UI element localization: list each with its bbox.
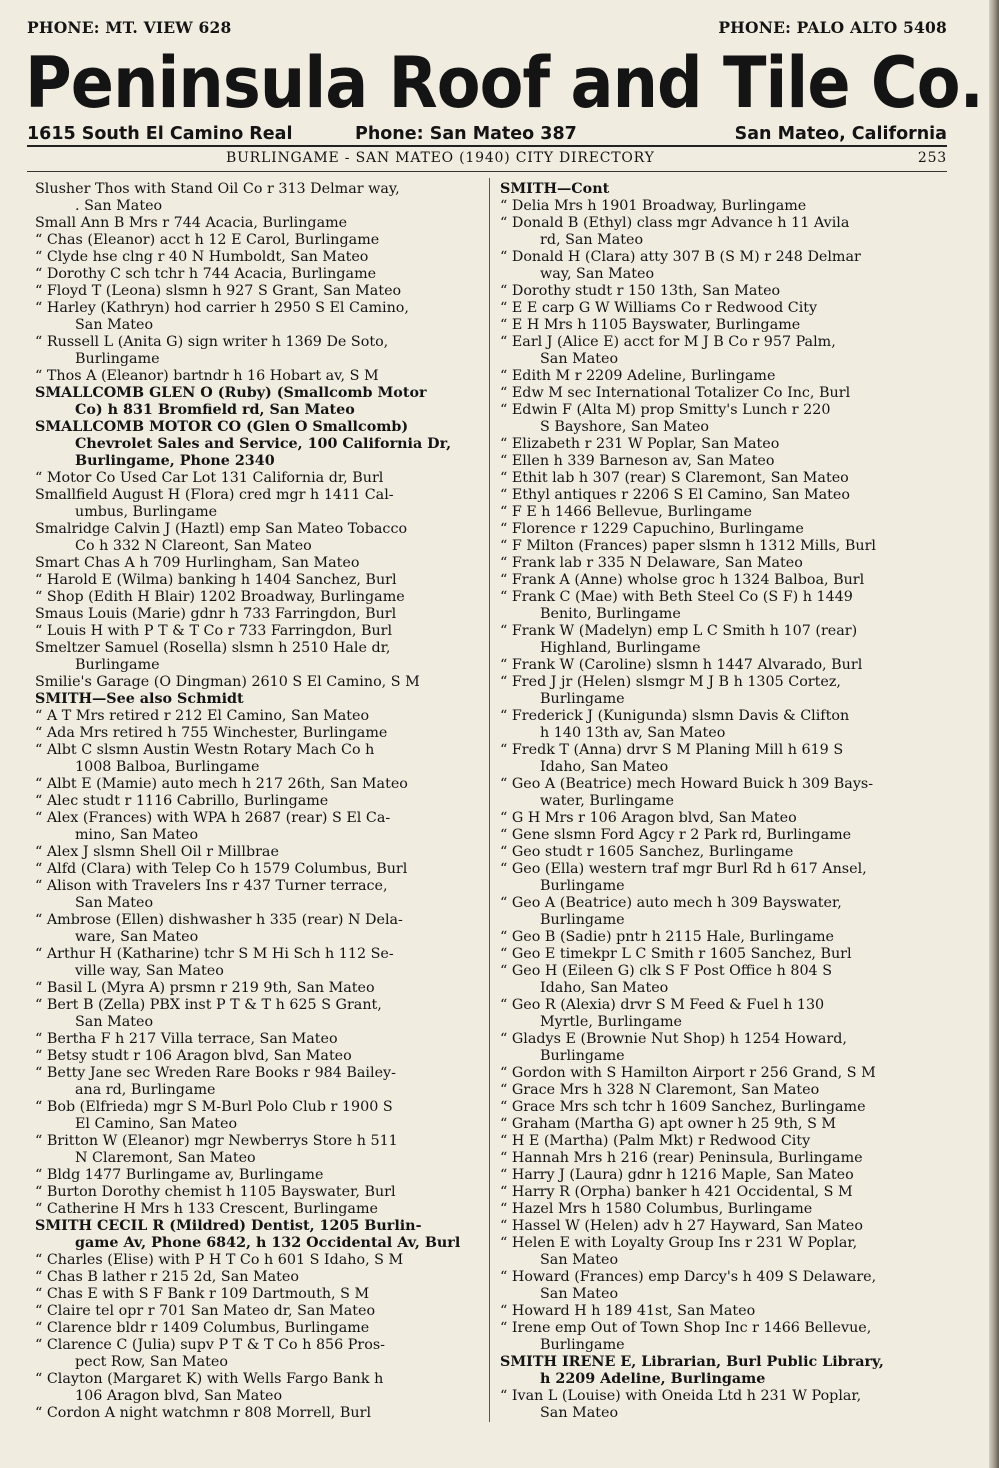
entry-text: Smilie's Garage (O Dingman) 2610 S El Camino, S M: [35, 674, 420, 690]
entry-text: “ Grace Mrs sch tchr h 1609 Sanchez, Burlingame: [500, 1099, 866, 1115]
directory-entry: [35, 997, 485, 1031]
entry-text: “ E H Mrs h 1105 Bayswater, Burlingame: [500, 317, 801, 333]
entry-continuation: S Bayshore, San Mateo: [540, 419, 710, 435]
entry-text: “ Betsy studt r 106 Aragon blvd, San Mateo: [35, 1048, 352, 1064]
directory-entry: [500, 1099, 950, 1116]
running-head: [27, 150, 947, 170]
directory-entry: [35, 640, 485, 674]
entry-text: “ Helen E with Loyalty Group Ins r 231 W Poplar,: [500, 1235, 858, 1251]
entry-text: “ Clarence bldr r 1409 Columbus, Burlingame: [35, 1320, 370, 1336]
entry-text: “ Alfd (Clara) with Telep Co h 1579 Columbus, Burl: [35, 861, 408, 877]
directory-entry: [500, 300, 950, 317]
advertisement-header: [25, 18, 983, 152]
entry-text: “ Floyd T (Leona) slsmn h 927 S Grant, San Mateo: [35, 283, 402, 299]
directory-entry: [500, 1150, 950, 1167]
directory-entry: [35, 1405, 485, 1422]
directory-entry: [500, 1235, 950, 1269]
entry-continuation: Benito, Burlingame: [540, 606, 681, 622]
ad-phone: Phone: San Mateo 387: [355, 124, 577, 144]
directory-entry: [35, 283, 485, 300]
directory-entry: [500, 946, 950, 963]
entry-text: SMITH—See also Schmidt: [35, 691, 244, 707]
entry-continuation: 106 Aragon blvd, San Mateo: [75, 1388, 283, 1404]
entry-text: “ Dorothy C sch tchr h 744 Acacia, Burlingame: [35, 266, 377, 282]
entry-text: “ A T Mrs retired r 212 El Camino, San Mateo: [35, 708, 370, 724]
directory-entry: [500, 827, 950, 844]
directory-entry: [35, 844, 485, 861]
entry-text: “ Dorothy studt r 150 13th, San Mateo: [500, 283, 781, 299]
directory-entry: [500, 861, 950, 895]
entry-continuation: Burlingame: [75, 351, 160, 367]
directory-entry: [500, 895, 950, 929]
directory-entry: [35, 1065, 485, 1099]
entry-text: “ Hazel Mrs h 1580 Columbus, Burlingame: [500, 1201, 813, 1217]
entry-continuation: San Mateo: [75, 317, 154, 333]
entry-text: “ Harry J (Laura) gdnr h 1216 Maple, San Mateo: [500, 1167, 854, 1183]
entry-text: SMALLCOMB GLEN O (Ruby) (Smallcomb Motor: [35, 385, 427, 401]
entry-text: “ Earl J (Alice E) acct for M J B Co r 957 Palm,: [500, 334, 836, 350]
directory-entry: [500, 776, 950, 810]
entry-text: “ Alison with Travelers Ins r 437 Turner terrace,: [35, 878, 388, 894]
entry-text: “ Claire tel opr r 701 San Mateo dr, San Mateo: [35, 1303, 376, 1319]
entry-text: “ Chas B lather r 215 2d, San Mateo: [35, 1269, 299, 1285]
entry-text: “ Edith M r 2209 Adeline, Burlingame: [500, 368, 776, 384]
entry-text: “ E E carp G W Williams Co r Redwood City: [500, 300, 818, 316]
entry-text: “ Ellen h 339 Barneson av, San Mateo: [500, 453, 775, 469]
directory-entry: [35, 385, 485, 419]
entry-text: “ Frank C (Mae) with Beth Steel Co (S F) h 1449: [500, 589, 853, 605]
entry-text: “ Delia Mrs h 1901 Broadway, Burlingame: [500, 198, 807, 214]
entry-text: “ Harold E (Wilma) banking h 1404 Sanchez, Burl: [35, 572, 397, 588]
directory-entry: [500, 1388, 950, 1422]
directory-entry: [500, 674, 950, 708]
header-rule: [27, 145, 947, 147]
entry-text: “ Ada Mrs retired h 755 Winchester, Burlingame: [35, 725, 388, 741]
directory-entry: [500, 1320, 950, 1354]
entry-text: “ Graham (Martha G) apt owner h 25 9th, S M: [500, 1116, 837, 1132]
entry-continuation: Burlingame: [540, 1048, 625, 1064]
entry-text: “ Frank W (Madelyn) emp L C Smith h 107 (rear): [500, 623, 858, 639]
entry-text: Smalridge Calvin J (Haztl) emp San Mateo Tobacco: [35, 521, 408, 537]
ad-phone-right: PHONE: PALO ALTO 5408: [718, 18, 947, 37]
entry-continuation: Burlingame: [540, 878, 625, 894]
page-number: 253: [917, 150, 947, 166]
entry-continuation: ware, San Mateo: [75, 929, 199, 945]
entry-text: “ Geo (Ella) western traf mgr Burl Rd h 617 Ansel,: [500, 861, 867, 877]
entry-text: “ Hannah Mrs h 216 (rear) Peninsula, Burlingame: [500, 1150, 863, 1166]
directory-entry: [35, 419, 485, 470]
entry-text: “ Harry R (Orpha) banker h 421 Occidental, S M: [500, 1184, 853, 1200]
directory-entry: [35, 1218, 485, 1252]
entry-continuation: San Mateo: [540, 1286, 619, 1302]
directory-entry: [35, 946, 485, 980]
directory-entry: [35, 487, 485, 521]
directory-entry: [35, 470, 485, 487]
entry-text: “ Ethit lab h 307 (rear) S Claremont, San Mateo: [500, 470, 849, 486]
entry-text: “ Geo R (Alexia) drvr S M Feed & Fuel h 130: [500, 997, 825, 1013]
directory-entry: [35, 1201, 485, 1218]
entry-continuation: game Av, Phone 6842, h 132 Occidental Av, Burl: [75, 1235, 461, 1251]
directory-entry: [500, 470, 950, 487]
directory-entry: [35, 674, 485, 691]
entry-text: SMITH IRENE E, Librarian, Burl Public Library,: [500, 1354, 884, 1370]
entry-continuation: Myrtle, Burlingame: [540, 1014, 683, 1030]
entry-continuation: Burlingame, Phone 2340: [75, 453, 275, 469]
directory-entry: [35, 572, 485, 589]
entry-text: “ Cordon A night watchmn r 808 Morrell, Burl: [35, 1405, 372, 1421]
entry-text: “ Clarence C (Julia) supv P T & T Co h 856 Pros-: [35, 1337, 386, 1353]
entry-text: Smeltzer Samuel (Rosella) slsmn h 2510 Hale dr,: [35, 640, 391, 656]
directory-entry: [500, 1031, 950, 1065]
entry-continuation: ville way, San Mateo: [75, 963, 224, 979]
entry-text: “ Bob (Elfrieda) mgr S M-Burl Polo Club r 1900 S: [35, 1099, 393, 1115]
entry-text: “ Frank A (Anne) wholse groc h 1324 Balboa, Burl: [500, 572, 865, 588]
directory-entry: [35, 521, 485, 555]
entry-text: “ Gordon with S Hamilton Airport r 256 Grand, S M: [500, 1065, 876, 1081]
directory-entry: [35, 1286, 485, 1303]
directory-entry: [35, 181, 485, 215]
entry-text: “ Edw M sec International Totalizer Co Inc, Burl: [500, 385, 851, 401]
entry-text: “ Hassel W (Helen) adv h 27 Hayward, San Mateo: [500, 1218, 863, 1234]
entry-text: “ Louis H with P T & T Co r 733 Farringdon, Burl: [35, 623, 393, 639]
entry-text: “ Fred J jr (Helen) slsmgr M J B h 1305 Cortez,: [500, 674, 841, 690]
directory-entry: [500, 1082, 950, 1099]
entry-text: “ Irene emp Out of Town Shop Inc r 1466 Bellevue,: [500, 1320, 872, 1336]
entry-text: “ Basil L (Myra A) prsmn r 219 9th, San Mateo: [35, 980, 375, 996]
directory-entry: [500, 487, 950, 504]
entry-text: “ Geo A (Beatrice) mech Howard Buick h 309 Bays-: [500, 776, 874, 792]
directory-entry: [500, 181, 950, 198]
entry-text: “ Bertha F h 217 Villa terrace, San Mateo: [35, 1031, 338, 1047]
entry-text: Slusher Thos with Stand Oil Co r 313 Delmar way,: [35, 181, 400, 197]
entry-text: “ Burton Dorothy chemist h 1105 Bayswater, Burl: [35, 1184, 396, 1200]
entry-text: Smaus Louis (Marie) gdnr h 733 Farringdon, Burl: [35, 606, 397, 622]
entry-text: “ Alec studt r 1116 Cabrillo, Burlingame: [35, 793, 329, 809]
entry-continuation: San Mateo: [540, 1252, 619, 1268]
directory-entry: [35, 742, 485, 776]
entry-text: “ Albt E (Mamie) auto mech h 217 26th, San Mateo: [35, 776, 408, 792]
entry-text: “ Bert B (Zella) PBX inst P T & T h 625 S Grant,: [35, 997, 382, 1013]
entry-continuation: water, Burlingame: [540, 793, 674, 809]
directory-entry: [35, 725, 485, 742]
directory-entry: [35, 776, 485, 793]
ad-address: 1615 South El Camino Real: [27, 124, 293, 144]
directory-title: BURLINGAME - SAN MATEO (1940) CITY DIRECTORY: [226, 150, 655, 166]
directory-entry: [500, 504, 950, 521]
entry-continuation: Burlingame: [540, 691, 625, 707]
entry-continuation: Burlingame: [540, 1337, 625, 1353]
entry-text: “ Frank lab r 335 N Delaware, San Mateo: [500, 555, 803, 571]
entry-text: “ H E (Martha) (Palm Mkt) r Redwood City: [500, 1133, 811, 1149]
directory-entry: [500, 521, 950, 538]
directory-entry: [35, 1303, 485, 1320]
directory-entry: [35, 1269, 485, 1286]
directory-entry: [35, 878, 485, 912]
directory-entry: [35, 1337, 485, 1371]
ad-city: San Mateo, California: [734, 124, 947, 144]
entry-text: “ Geo E timekpr L C Smith r 1605 Sanchez, Burl: [500, 946, 852, 962]
directory-entry: [500, 555, 950, 572]
entry-text: SMITH CECIL R (Mildred) Dentist, 1205 Burlin-: [35, 1218, 422, 1234]
entry-text: “ Howard H h 189 41st, San Mateo: [500, 1303, 756, 1319]
entry-continuation: rd, San Mateo: [540, 232, 644, 248]
entry-text: “ Harley (Kathryn) hod carrier h 2950 S El Camino,: [35, 300, 409, 316]
ad-phones-row: [27, 18, 947, 42]
entry-continuation: h 2209 Adeline, Burlingame: [540, 1371, 766, 1387]
entry-continuation: Co h 332 N Clareont, San Mateo: [75, 538, 312, 554]
directory-entry: [35, 1184, 485, 1201]
entry-continuation: pect Row, San Mateo: [75, 1354, 228, 1370]
directory-entry: [500, 1167, 950, 1184]
entry-continuation: Burlingame: [75, 657, 160, 673]
entry-continuation: h 140 13th av, San Mateo: [540, 725, 726, 741]
directory-entry: [500, 215, 950, 249]
directory-entry: [35, 368, 485, 385]
directory-entry: [35, 1099, 485, 1133]
directory-entry: [35, 589, 485, 606]
directory-entry: [500, 589, 950, 623]
entry-continuation: way, San Mateo: [540, 266, 655, 282]
ad-phone-left: PHONE: MT. VIEW 628: [27, 18, 232, 37]
directory-entry: [35, 691, 485, 708]
entry-text: “ Britton W (Eleanor) mgr Newberrys Store h 511: [35, 1133, 398, 1149]
entry-continuation: Idaho, San Mateo: [540, 759, 669, 775]
directory-entry: [500, 1184, 950, 1201]
entry-text: “ Ivan L (Louise) with Oneida Ltd h 231 W Poplar,: [500, 1388, 862, 1404]
directory-entry: [500, 1201, 950, 1218]
directory-entry: [35, 1252, 485, 1269]
directory-entry: [35, 861, 485, 878]
entry-text: “ Thos A (Eleanor) bartndr h 16 Hobart av, S M: [35, 368, 379, 384]
page-edge-shadow: [989, 0, 999, 1468]
entry-text: “ Ambrose (Ellen) dishwasher h 335 (rear) N Dela-: [35, 912, 403, 928]
directory-entry: [500, 453, 950, 470]
directory-entry: [500, 1133, 950, 1150]
directory-entry: [35, 810, 485, 844]
entry-continuation: San Mateo: [540, 1405, 619, 1421]
entry-text: “ Albt C slsmn Austin Westn Rotary Mach Co h: [35, 742, 375, 758]
directory-entry: [500, 997, 950, 1031]
ad-details-row: [27, 124, 947, 152]
directory-entry: [500, 402, 950, 436]
entry-text: “ Donald H (Clara) atty 307 B (S M) r 248 Delmar: [500, 249, 861, 265]
left-column: [35, 181, 485, 1422]
directory-entry: [35, 1320, 485, 1337]
entry-continuation: Co) h 831 Bromfield rd, San Mateo: [75, 402, 355, 418]
entry-continuation: El Camino, San Mateo: [75, 1116, 238, 1132]
entry-text: “ Geo A (Beatrice) auto mech h 309 Bayswater,: [500, 895, 842, 911]
entry-continuation: 1008 Balboa, Burlingame: [75, 759, 260, 775]
directory-entry: [500, 657, 950, 674]
directory-entry: [500, 1269, 950, 1303]
column-divider: [489, 178, 490, 1422]
directory-entry: [35, 980, 485, 997]
directory-entry: [500, 963, 950, 997]
entry-continuation: Burlingame: [540, 912, 625, 928]
entry-text: “ Fredk T (Anna) drvr S M Planing Mill h 619 S: [500, 742, 844, 758]
entry-text: “ Shop (Edith H Blair) 1202 Broadway, Burlingame: [35, 589, 405, 605]
directory-entry: [500, 572, 950, 589]
entry-text: “ Florence r 1229 Capuchino, Burlingame: [500, 521, 804, 537]
directory-entry: [35, 334, 485, 368]
directory-entry: [35, 912, 485, 946]
entry-continuation: N Claremont, San Mateo: [75, 1150, 256, 1166]
directory-entry: [35, 300, 485, 334]
directory-entry: [35, 1133, 485, 1167]
entry-continuation: San Mateo: [75, 895, 154, 911]
directory-entry: [500, 334, 950, 368]
directory-entry: [35, 249, 485, 266]
entry-continuation: umbus, Burlingame: [75, 504, 218, 520]
entry-text: “ Gladys E (Brownie Nut Shop) h 1254 Howard,: [500, 1031, 847, 1047]
entry-text: “ Chas E with S F Bank r 109 Dartmouth, S M: [35, 1286, 370, 1302]
directory-entry: [35, 708, 485, 725]
directory-entry: [35, 623, 485, 640]
directory-entry: [500, 708, 950, 742]
entry-text: “ Donald B (Ethyl) class mgr Advance h 11 Avila: [500, 215, 850, 231]
entry-text: “ Geo B (Sadie) pntr h 2115 Hale, Burlingame: [500, 929, 835, 945]
entry-text: “ Charles (Elise) with P H T Co h 601 S Idaho, S M: [35, 1252, 404, 1268]
entry-continuation: San Mateo: [540, 351, 619, 367]
entry-continuation: Idaho, San Mateo: [540, 980, 669, 996]
entry-text: “ Clayton (Margaret K) with Wells Fargo Bank h: [35, 1371, 384, 1387]
directory-entry: [35, 266, 485, 283]
directory-entry: [500, 1218, 950, 1235]
entry-continuation: . San Mateo: [75, 198, 163, 214]
entry-text: SMALLCOMB MOTOR CO (Glen O Smallcomb): [35, 419, 409, 435]
directory-entry: [35, 1031, 485, 1048]
directory-entry: [500, 1303, 950, 1320]
directory-entry: [500, 385, 950, 402]
directory-entry: [500, 436, 950, 453]
directory-entry: [35, 1167, 485, 1184]
entry-text: “ Alex (Frances) with WPA h 2687 (rear) S El Ca-: [35, 810, 391, 826]
entry-text: “ Edwin F (Alta M) prop Smitty's Lunch r 220: [500, 402, 831, 418]
entry-text: “ Geo studt r 1605 Sanchez, Burlingame: [500, 844, 794, 860]
directory-entry: [500, 368, 950, 385]
directory-entry: [500, 317, 950, 334]
entry-text: “ Betty Jane sec Wreden Rare Books r 984 Bailey-: [35, 1065, 396, 1081]
directory-entry: [35, 1371, 485, 1405]
entry-text: Smart Chas A h 709 Hurlingham, San Mateo: [35, 555, 360, 571]
entry-text: “ Bldg 1477 Burlingame av, Burlingame: [35, 1167, 324, 1183]
entry-text: “ Frederick J (Kunigunda) slsmn Davis & Clifton: [500, 708, 850, 724]
directory-entry: [500, 1065, 950, 1082]
directory-entry: [35, 215, 485, 232]
directory-entry: [500, 929, 950, 946]
entry-continuation: ana rd, Burlingame: [75, 1082, 216, 1098]
directory-entry: [35, 793, 485, 810]
directory-entry: [500, 538, 950, 555]
entry-text: “ F Milton (Frances) paper slsmn h 1312 Mills, Burl: [500, 538, 877, 554]
entry-text: “ Arthur H (Katharine) tchr S M Hi Sch h 112 Se-: [35, 946, 394, 962]
entry-text: Smallfield August H (Flora) cred mgr h 1411 Cal-: [35, 487, 394, 503]
entry-text: “ Howard (Frances) emp Darcy's h 409 S Delaware,: [500, 1269, 877, 1285]
entry-text: “ Catherine H Mrs h 133 Crescent, Burlingame: [35, 1201, 378, 1217]
entry-text: “ Grace Mrs h 328 N Claremont, San Mateo: [500, 1082, 820, 1098]
entry-text: “ Russell L (Anita G) sign writer h 1369 De Soto,: [35, 334, 389, 350]
entry-continuation: mino, San Mateo: [75, 827, 199, 843]
directory-entry: [35, 1048, 485, 1065]
directory-entry: [500, 283, 950, 300]
entry-text: “ G H Mrs r 106 Aragon blvd, San Mateo: [500, 810, 797, 826]
entry-text: “ F E h 1466 Bellevue, Burlingame: [500, 504, 752, 520]
entry-text: “ Geo H (Eileen G) clk S F Post Office h 804 S: [500, 963, 832, 979]
entry-text: “ Ethyl antiques r 2206 S El Camino, San Mateo: [500, 487, 850, 503]
entry-continuation: Highland, Burlingame: [540, 640, 701, 656]
directory-entry: [500, 1354, 950, 1388]
entry-text: “ Alex J slsmn Shell Oil r Millbrae: [35, 844, 279, 860]
entry-text: “ Motor Co Used Car Lot 131 California dr, Burl: [35, 470, 384, 486]
entry-text: “ Elizabeth r 231 W Poplar, San Mateo: [500, 436, 780, 452]
ad-company-name: Peninsula Roof and Tile Co.: [25, 42, 983, 124]
directory-entry: [500, 249, 950, 283]
entry-text: Small Ann B Mrs r 744 Acacia, Burlingame: [35, 215, 348, 231]
directory-entry: [500, 844, 950, 861]
entry-continuation: San Mateo: [75, 1014, 154, 1030]
entry-text: “ Clyde hse clng r 40 N Humboldt, San Mateo: [35, 249, 369, 265]
entry-continuation: Chevrolet Sales and Service, 100 California Dr,: [75, 436, 452, 452]
directory-entry: [500, 810, 950, 827]
running-head-rule: [27, 171, 947, 172]
directory-entry: [35, 232, 485, 249]
directory-entry: [500, 198, 950, 215]
entry-text: SMITH—Cont: [500, 181, 610, 197]
directory-entry: [500, 623, 950, 657]
entry-text: “ Gene slsmn Ford Agcy r 2 Park rd, Burlingame: [500, 827, 852, 843]
entry-text: “ Chas (Eleanor) acct h 12 E Carol, Burlingame: [35, 232, 380, 248]
directory-entry: [500, 1116, 950, 1133]
directory-entry: [35, 606, 485, 623]
entry-text: “ Frank W (Caroline) slsmn h 1447 Alvarado, Burl: [500, 657, 863, 673]
right-column: [500, 181, 950, 1422]
directory-entry: [500, 742, 950, 776]
directory-entry: [35, 555, 485, 572]
